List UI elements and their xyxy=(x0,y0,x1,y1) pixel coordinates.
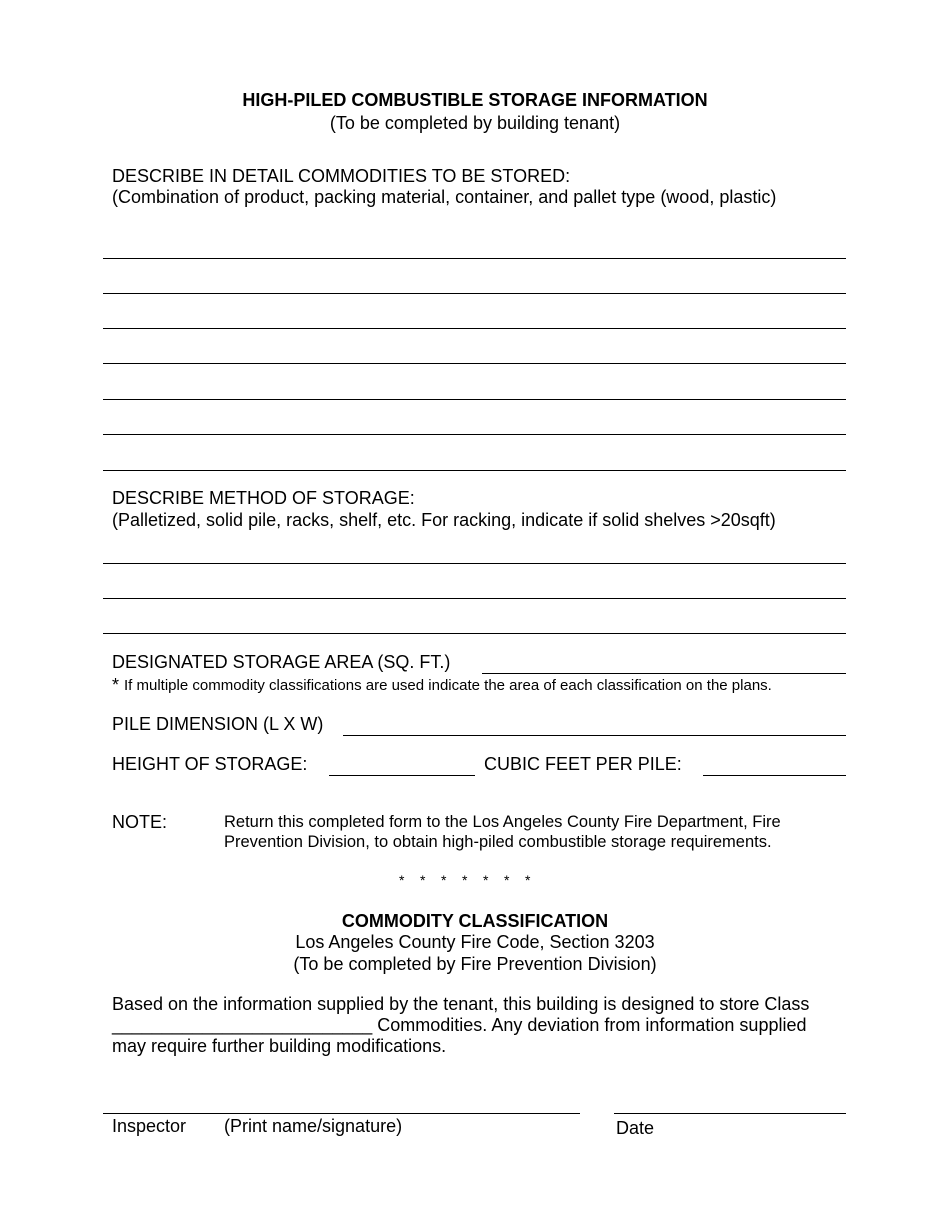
footnote-asterisk: * xyxy=(112,675,120,695)
classification-line3: may require further building modifications. xyxy=(112,1036,447,1056)
date-label: Date xyxy=(616,1118,655,1138)
note-text-line1: Return this completed form to the Los Angeles County Fire Department, Fire xyxy=(224,813,781,831)
storage-method-line[interactable] xyxy=(103,598,846,599)
cubic-feet-label: CUBIC FEET PER PILE: xyxy=(484,754,682,774)
classification-subtitle: (To be completed by Fire Prevention Division) xyxy=(293,954,657,974)
commodities-line[interactable] xyxy=(103,328,846,329)
pile-dimension-label: PILE DIMENSION (L X W) xyxy=(112,714,324,734)
cubic-feet-field[interactable] xyxy=(703,775,846,776)
pile-dimension-field[interactable] xyxy=(343,735,846,736)
commodities-line[interactable] xyxy=(103,363,846,364)
note-label: NOTE: xyxy=(112,812,168,832)
commodities-label: DESCRIBE IN DETAIL COMMODITIES TO BE STORED: xyxy=(112,166,571,186)
commodities-hint: (Combination of product, packing material, container, and pallet type (wood, plastic) xyxy=(112,187,777,207)
classification-line2[interactable]: __________________________ Commodities. Any deviation from information supplied xyxy=(112,1015,807,1035)
inspector-label: Inspector xyxy=(112,1116,187,1136)
storage-area-footnote: If multiple commodity classifications are used indicate the area of each classification on the plans. xyxy=(124,677,772,694)
note-text-line2: Prevention Division, to obtain high-piled combustible storage requirements. xyxy=(224,833,772,851)
storage-method-line[interactable] xyxy=(103,633,846,634)
commodities-line[interactable] xyxy=(103,258,846,259)
form-title: HIGH-PILED COMBUSTIBLE STORAGE INFORMATION xyxy=(242,90,708,110)
classification-title: COMMODITY CLASSIFICATION xyxy=(341,911,609,931)
storage-method-line[interactable] xyxy=(103,563,846,564)
classification-line1: Based on the information supplied by the tenant, this building is designed to store Class xyxy=(112,994,810,1014)
form-subtitle: (To be completed by building tenant) xyxy=(329,113,621,133)
storage-area-label: DESIGNATED STORAGE AREA (SQ. FT.) xyxy=(112,652,451,672)
commodities-line[interactable] xyxy=(103,293,846,294)
commodities-line[interactable] xyxy=(103,470,846,471)
storage-method-label: DESCRIBE METHOD OF STORAGE: xyxy=(112,488,415,508)
storage-method-hint: (Palletized, solid pile, racks, shelf, etc. For racking, indicate if solid shelves >20sqft) xyxy=(112,510,776,530)
inspector-signature-field[interactable] xyxy=(103,1113,580,1114)
asterisk-separator: * * * * * * * xyxy=(399,872,531,888)
print-name-label: (Print name/signature) xyxy=(224,1116,403,1136)
commodities-line[interactable] xyxy=(103,399,846,400)
date-field[interactable] xyxy=(614,1113,846,1114)
commodities-line[interactable] xyxy=(103,434,846,435)
storage-area-field[interactable] xyxy=(482,673,846,674)
height-of-storage-label: HEIGHT OF STORAGE: xyxy=(112,754,308,774)
height-of-storage-field[interactable] xyxy=(329,775,475,776)
classification-code: Los Angeles County Fire Code, Section 3203 xyxy=(295,932,655,952)
